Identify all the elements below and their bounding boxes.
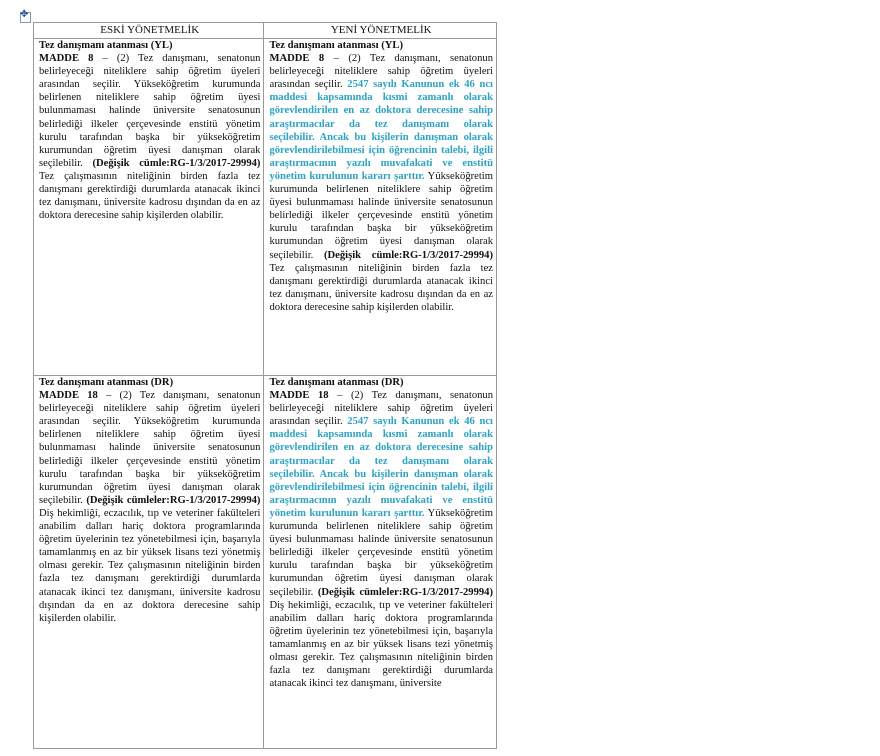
article-text-part: Diş hekimliği, eczacılık, tıp ve veteriner fakülteleri anabilim dalları hariç doktora programlarında öğretim üyelerinin tez yönetebilmesi için, başarıyla tamamlanmış en az bir yüksek lisans tezi yönetmiş olması gerekir. Tez çalışmasının niteliğinin birden fazla tez danışmanı gerektirdiği durumlarda atanacak ikinci tez danışmanı, üniversite: [269, 599, 493, 690]
cell-old-dr[interactable]: [34, 376, 264, 749]
table-header-row: [34, 23, 497, 39]
amendment-note: (Değişik cümleler:RG-1/3/2017-29994): [317, 586, 493, 598]
inserted-text-highlight: 2547 sayılı Kanunun ek 46 ncı maddesi kapsamında kısmi zamanlı olarak görevlendirilen en az doktora derecesine sahip araştırmacılar da tez danışmanı olarak seçilebilir. Ancak bu kişilerin danışman olarak görevlendirilebilmesi için öğrencinin talebi, ilgili araştırmacının yazılı muvafakati ve enstitü yönetim kurulunun kararı şarttır.: [269, 416, 493, 519]
article-text-part: – (2) Tez danışmanı, senatonun belirleyeceği niteliklere sahip öğretim üyeleri arasından seçilir.: [269, 53, 493, 91]
article-text-part: Tez çalışmasının niteliğinin birden fazla tez danışmanı gerektirdiği durumlarda atanacak ikinci tez danışmanı, üniversite kadrosu dışından da en az doktora derecesine sahip kişilerden olabilir.: [269, 262, 493, 313]
header-old-regulation: ESKİ YÖNETMELİK: [34, 23, 264, 39]
article-text: [39, 52, 260, 222]
article-number: MADDE 8: [39, 53, 94, 65]
header-new-regulation: YENİ YÖNETMELİK: [264, 23, 497, 39]
cell-new-dr[interactable]: [264, 376, 497, 749]
article-text-part: – (2) Tez danışmanı, senatonun belirleyeceği niteliklere sahip öğretim üyeleri arasından seçilir. Yükseköğretim kurumunda belirlenen niteliklere sahip öğretim üyesi bulunmaması halinde üniversite senatosunun belirlediği ilkeler çerçevesinde enstitü yönetim kurulu tarafından başka bir yükseköğretim kurumundan öğretim üyesi danışman olarak seçilebilir.: [39, 53, 261, 169]
amendment-note: (Değişik cümle:RG-1/3/2017-29994): [324, 249, 493, 261]
comparison-table: [33, 22, 497, 749]
article-number: MADDE 18: [39, 390, 98, 402]
article-text-part: – (2) Tez danışmanı, senatonun belirleyeceği niteliklere sahip öğretim üyeleri arasından seçilir. Yükseköğretim kurumunda belirlenen niteliklere sahip öğretim üyesi bulunmaması halinde üniversite senatosunun belirlediği ilkeler çerçevesinde enstitü yönetim kurulu tarafından başka bir yükseköğretim kurumundan öğretim üyesi danışman olarak seçilebilir.: [39, 390, 261, 506]
inserted-text-highlight: 2547 sayılı Kanunun ek 46 ncı maddesi kapsamında kısmi zamanlı olarak görevlendirilen en az doktora derecesine sahip araştırmacılar da tez danışmanı olarak seçilebilir. Ancak bu kişilerin danışman olarak görevlendirilebilmesi için öğrencinin talebi, ilgili araştırmacının yazılı muvafakati ve enstitü yönetim kurulunun kararı şarttır.: [269, 79, 493, 182]
section-heading: Tez danışmanı atanması (DR): [269, 377, 404, 388]
section-heading: Tez danışmanı atanması (YL): [39, 40, 173, 51]
cell-new-yl[interactable]: [264, 39, 497, 376]
amendment-note: (Değişik cümle:RG-1/3/2017-29994): [92, 157, 261, 169]
article-text-part: Yükseköğretim kurumunda belirlenen niteliklere sahip öğretim üyesi bulunmaması halinde üniversite senatosunun belirlediği ilkeler çerçevesinde enstitü yönetim kurulu tarafından başka bir yükseköğretim kurumundan öğretim üyesi danışman olarak seçilebilir.: [269, 170, 493, 261]
article-text: [269, 389, 493, 690]
table-move-handle-icon[interactable]: [20, 12, 31, 23]
article-text-part: Yükseköğretim kurumunda belirlenen niteliklere sahip öğretim üyesi bulunmaması halinde üniversite senatosunun belirlediği ilkeler çerçevesinde enstitü yönetim kurulu tarafından başka bir yükseköğretim kurumundan öğretim üyesi danışman olarak seçilebilir.: [269, 507, 493, 598]
article-text: [39, 389, 260, 625]
section-heading: Tez danışmanı atanması (DR): [39, 377, 174, 388]
table-row: [34, 376, 497, 749]
article-text-part: Tez çalışmasının niteliğinin birden fazla tez danışmanı gerektirdiği durumlarda atanacak ikinci tez danışmanı, üniversite kadrosu dışından da en az doktora derecesine sahip kişilerden olabilir.: [39, 170, 261, 222]
article-text: [269, 52, 493, 314]
article-text-part: – (2) Tez danışmanı, senatonun belirleyeceği niteliklere sahip öğretim üyeleri arasından seçilir.: [269, 390, 493, 428]
article-number: MADDE 8: [269, 53, 325, 65]
amendment-note: (Değişik cümleler:RG-1/3/2017-29994): [86, 494, 261, 506]
section-heading: Tez danışmanı atanması (YL): [269, 40, 403, 51]
article-number: MADDE 18: [269, 390, 329, 402]
table-row: [34, 39, 497, 376]
article-text-part: Diş hekimliği, eczacılık, tıp ve veteriner fakülteleri anabilim dalları hariç doktora programlarında öğretim üyelerinin tez yönetebilmesi için, başarıyla tamamlanmış en az bir yüksek lisans tezi yönetmiş olması gerekir. Tez çalışmasının niteliğinin birden fazla tez danışmanı gerektirdiği durumlarda atanacak ikinci tez danışmanı, üniversite kadrosu dışından da en az doktora derecesine sahip kişilerden olabilir.: [39, 507, 261, 624]
cell-old-yl[interactable]: [34, 39, 264, 376]
